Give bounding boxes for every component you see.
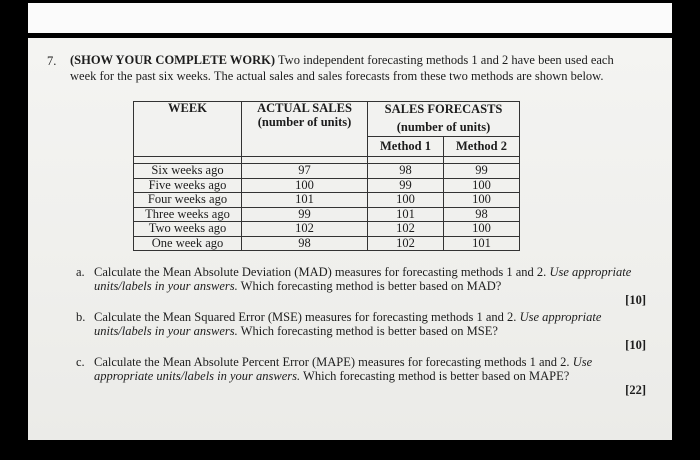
part-a-label: a.	[76, 265, 85, 279]
actual-cell: 101	[242, 193, 368, 208]
method1-cell: 101	[368, 207, 444, 222]
part-b	[76, 310, 646, 352]
part-a	[76, 265, 646, 307]
question-heading: (SHOW YOUR COMPLETE WORK)	[70, 53, 275, 67]
header-method-1: Method 1	[368, 137, 444, 157]
actual-cell: 98	[242, 236, 368, 251]
method1-cell: 100	[368, 193, 444, 208]
actual-cell: 99	[242, 207, 368, 222]
week-cell: Five weeks ago	[134, 178, 242, 193]
question-intro-text: Two independent forecasting methods 1 and 2 have been used each week for the past six weeks. The actual sales and sales forecasts from these two methods are shown below.	[70, 53, 614, 83]
actual-cell: 100	[242, 178, 368, 193]
part-b-label: b.	[76, 310, 86, 324]
method1-cell: 98	[368, 164, 444, 179]
table-row	[134, 164, 520, 179]
week-cell: Four weeks ago	[134, 193, 242, 208]
question-intro	[70, 52, 630, 84]
question-parts	[76, 265, 646, 400]
method2-cell: 100	[444, 193, 520, 208]
week-cell: One week ago	[134, 236, 242, 251]
header-week: WEEK	[134, 102, 242, 157]
method1-cell: 102	[368, 236, 444, 251]
week-cell: Three weeks ago	[134, 207, 242, 222]
part-c	[76, 355, 646, 397]
header-method-2: Method 2	[444, 137, 520, 157]
table-row	[134, 236, 520, 251]
header-actual-line2: (number of units)	[257, 114, 352, 129]
table-row	[134, 222, 520, 237]
part-c-text1: Calculate the Mean Absolute Percent Error (MAPE) measures for forecasting methods 1 and 2.	[94, 355, 570, 369]
table-row	[134, 207, 520, 222]
part-c-label: c.	[76, 355, 85, 369]
header-actual-line1: ACTUAL SALES	[257, 101, 352, 115]
question-number: 7.	[47, 54, 57, 68]
actual-cell: 97	[242, 164, 368, 179]
header-actual-sales	[242, 102, 368, 157]
table-row	[134, 178, 520, 193]
method1-cell: 99	[368, 178, 444, 193]
part-a-points: [10]	[625, 293, 646, 307]
part-b-text1: Calculate the Mean Squared Error (MSE) measures for forecasting methods 1 and 2.	[94, 310, 517, 324]
week-cell: Six weeks ago	[134, 164, 242, 179]
part-c-points: [22]	[625, 383, 646, 397]
method2-cell: 101	[444, 236, 520, 251]
top-paper-strip	[28, 3, 672, 33]
week-cell: Two weeks ago	[134, 222, 242, 237]
part-a-text1: Calculate the Mean Absolute Deviation (MAD) measures for forecasting methods 1 and 2.	[94, 265, 547, 279]
header-forecast-units: (number of units)	[368, 118, 520, 136]
part-b-text2: Which forecasting method is better based on MSE?	[240, 324, 498, 338]
table-row	[134, 193, 520, 208]
part-c-text2: Which forecasting method is better based on MAPE?	[303, 369, 570, 383]
sales-table	[133, 101, 520, 251]
method2-cell: 99	[444, 164, 520, 179]
actual-cell: 102	[242, 222, 368, 237]
worksheet-page	[28, 38, 672, 440]
method1-cell: 102	[368, 222, 444, 237]
header-sales-forecasts: SALES FORECASTS	[368, 102, 520, 119]
method2-cell: 98	[444, 207, 520, 222]
part-c-italic: Use appropriate units/labels in your answers.	[94, 355, 593, 383]
part-b-points: [10]	[625, 338, 646, 352]
method2-cell: 100	[444, 222, 520, 237]
method2-cell: 100	[444, 178, 520, 193]
part-b-italic: Use appropriate units/labels in your answers.	[94, 310, 602, 338]
part-a-italic: Use appropriate units/labels in your answers.	[94, 265, 632, 293]
part-a-text2: Which forecasting method is better based on MAD?	[240, 279, 502, 293]
